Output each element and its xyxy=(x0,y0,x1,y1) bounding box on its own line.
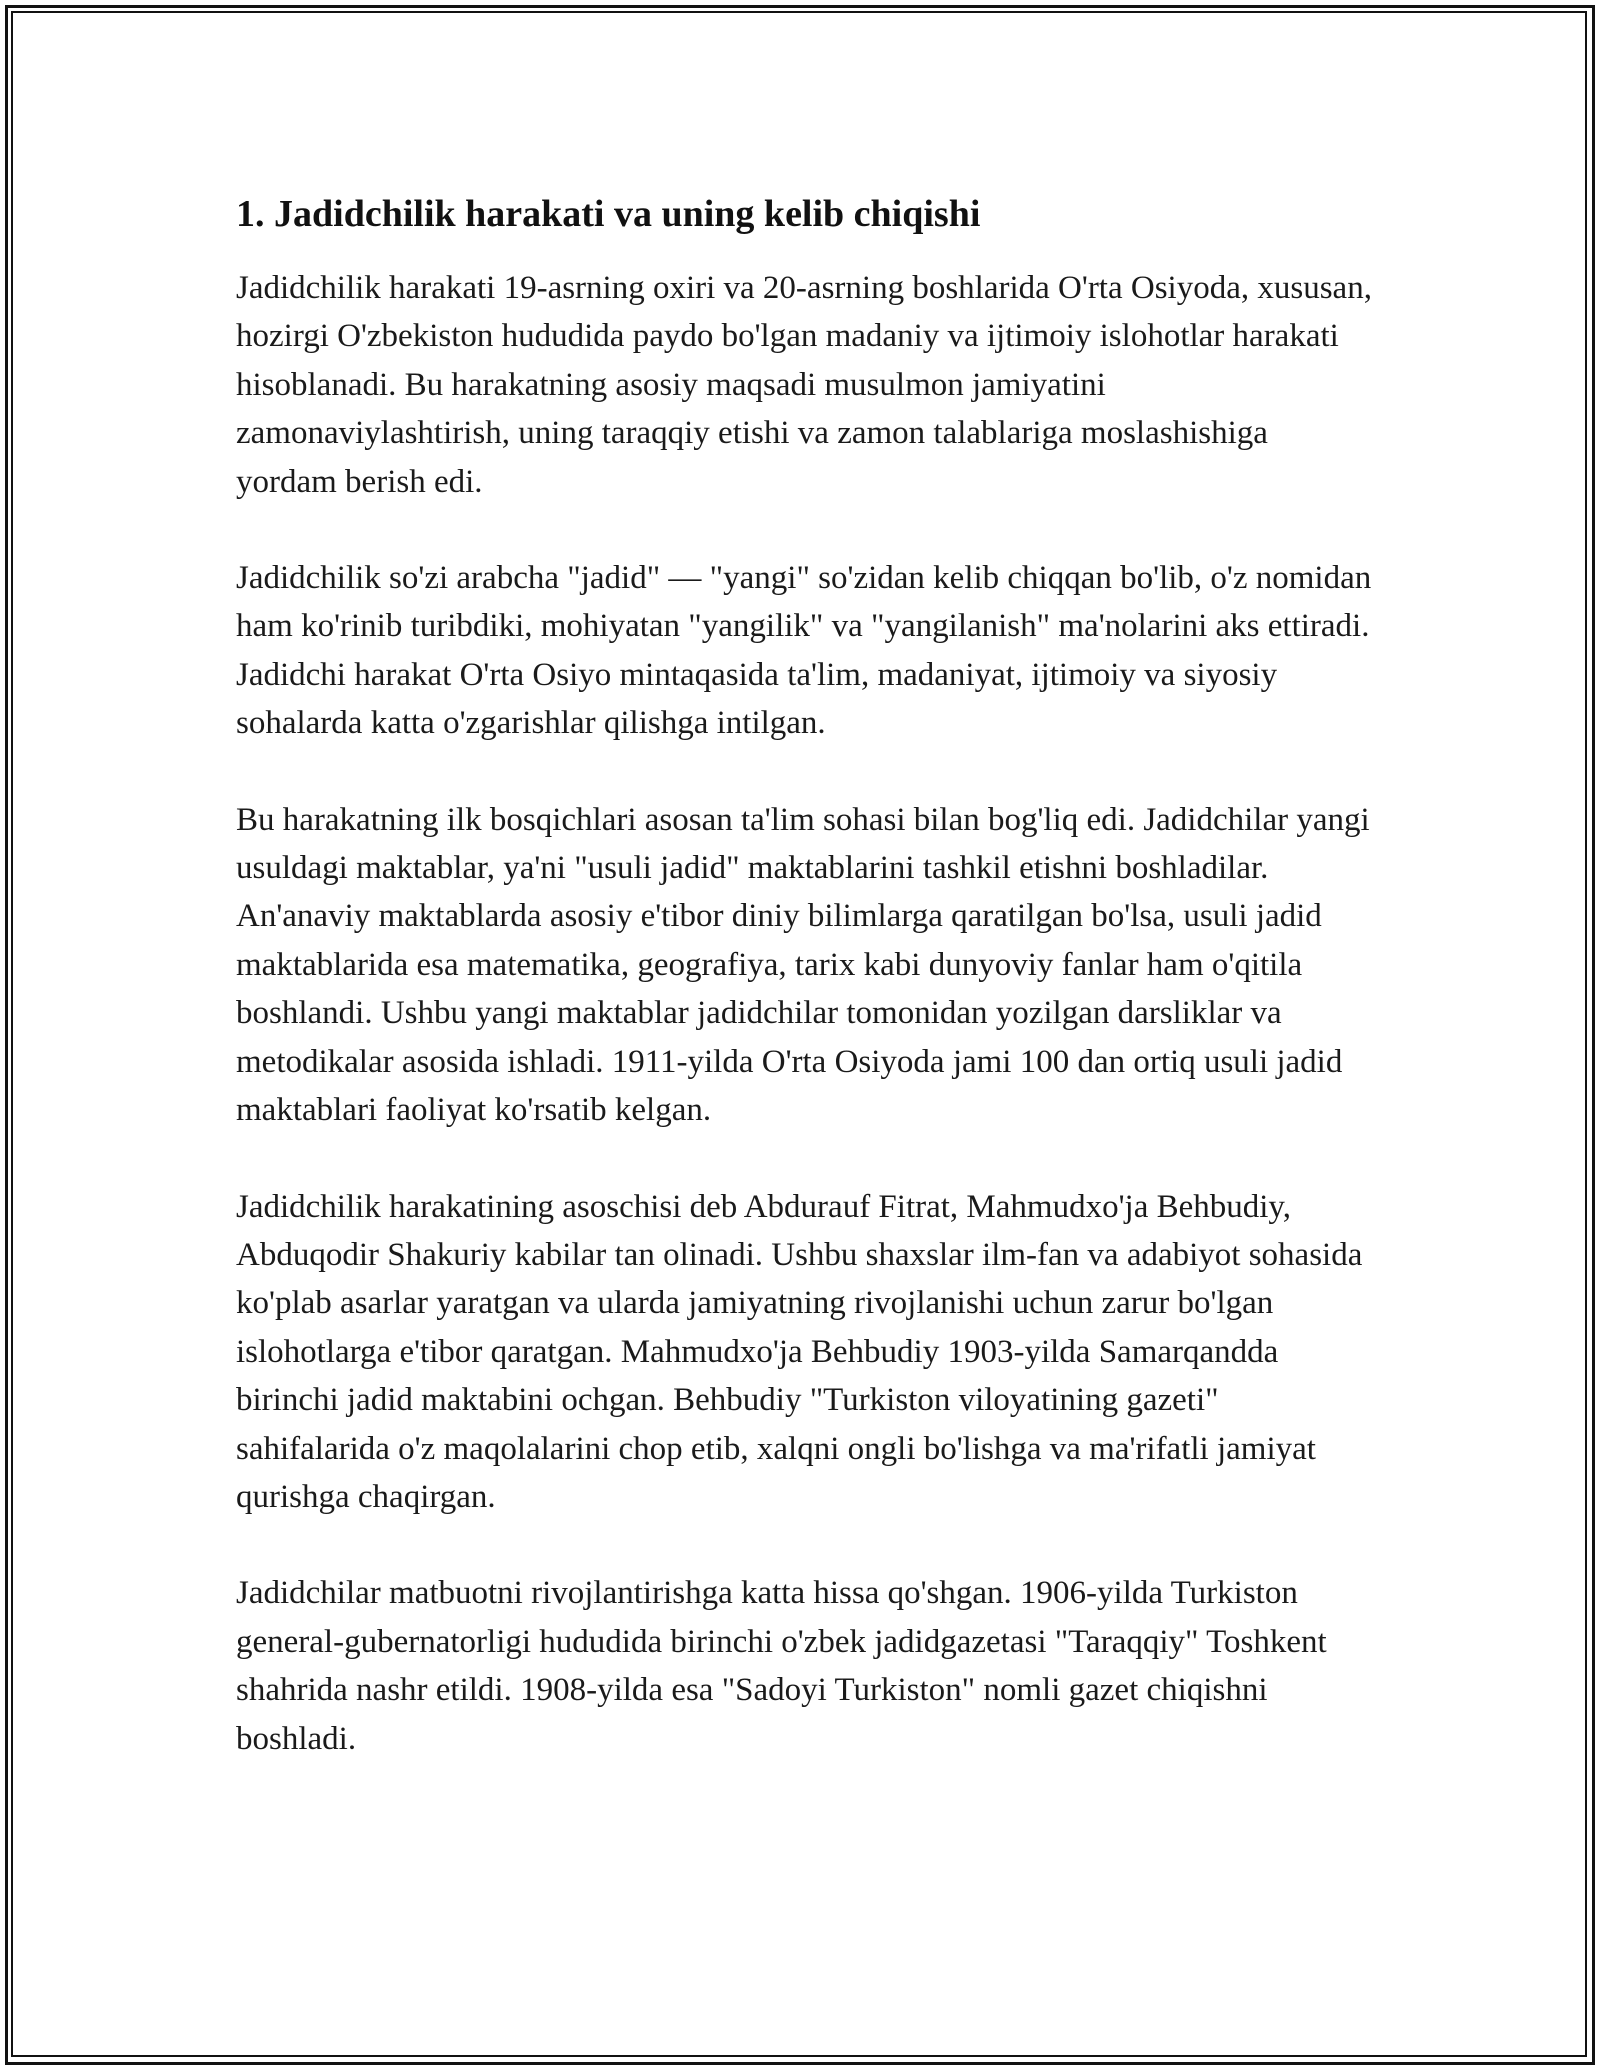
section-title: 1. Jadidchilik harakati va uning kelib chiqishi xyxy=(236,193,981,235)
document-body xyxy=(236,190,1376,1811)
paragraph-4: Jadidchilik harakatining asoschisi deb Abdurauf Fitrat, Mahmudxo'ja Behbudiy, Abduqodir Shakuriy kabilar tan olinadi. Ushbu shaxslar ilm-fan va adabiyot sohasida ko'plab asarlar yaratgan va ularda jamiyatning rivojlanishi uchun zarur bo'lgan islohotlarga e'tibor qaratgan. Mahmudxo'ja Behbudiy 1903-yilda Samarqandda birinchi jadid maktabini ochgan. Behbudiy "Turkiston viloyatining gazeti" sahifalarida o'z maqolalarini chop etib, xalqni ongli bo'lishga va ma'rifatli jamiyat qurishga chaqirgan. xyxy=(236,1188,1363,1515)
paragraph-2: Jadidchilik so'zi arabcha "jadid" — "yangi" so'zidan kelib chiqqan bo'lib, o'z nomidan ham ko'rinib turibdiki, mohiyatan "yangilik" va "yangilanish" ma'nolarini aks ettiradi. Jadidchi harakat O'rta Osiyo mintaqasida ta'lim, madaniyat, ijtimoiy va siyosiy sohalarda katta o'zgarishlar qilishga intilgan. xyxy=(236,560,1372,742)
paragraph-3: Bu harakatning ilk bosqichlari asosan ta'lim sohasi bilan bog'liq edi. Jadidchilar yangi usuldagi maktablar, ya'ni "usuli jadid" maktablarini tashkil etishni boshladilar. An'anaviy maktablarda asosiy e'tibor diniy bilimlarga qaratilgan bo'lsa, usuli jadid maktablarida esa matematika, geografiya, tarix kabi dunyoviy fanlar ham o'qitila boshlandi. Ushbu yangi maktablar jadidchilar tomonidan yozilgan darsliklar va metodikalar asosida ishladi. 1911-yilda O'rta Osiyoda jami 100 dan ortiq usuli jadid maktablari faoliyat ko'rsatib kelgan. xyxy=(236,801,1370,1129)
paragraph-5: Jadidchilar matbuotni rivojlantirishga katta hissa qo'shgan. 1906-yilda Turkiston general-gubernatorligi hududida birinchi o'zbek jadidgazetasi "Taraqqiy" Toshkent shahrida nashr etildi. 1908-yilda esa "Sadoyi Turkiston" nomli gazet chiqishni boshladi. xyxy=(236,1575,1327,1757)
paragraph-1: Jadidchilik harakati 19-asrning oxiri va 20-asrning boshlarida O'rta Osiyoda, xususan, hozirgi O'zbekiston hududida paydo bo'lgan madaniy va ijtimoiy islohotlar harakati hisoblanadi. Bu harakatning asosiy maqsadi musulmon jamiyatini zamonaviylashtirish, uning taraqqiy etishi va zamon talablariga moslashishiga yordam berish edi. xyxy=(236,270,1372,500)
